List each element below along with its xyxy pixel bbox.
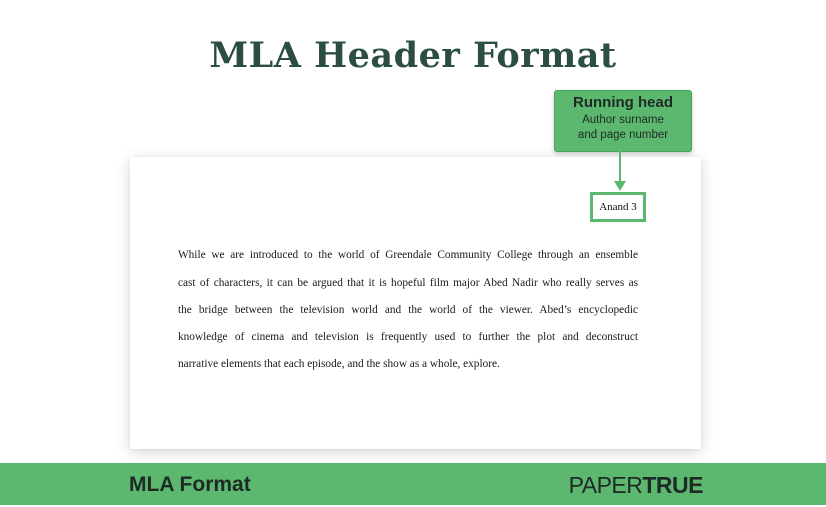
footer-label: MLA Format bbox=[129, 473, 251, 496]
brand-logo bbox=[569, 463, 703, 507]
paragraph-line-3: the bridge between the television world and the world of the viewer. Abed’s encyclopedic bbox=[178, 304, 638, 316]
brand-logo-part-2: TRUE bbox=[642, 472, 703, 498]
paragraph-line-5: narrative elements that each episode, and the show as a whole, explore. bbox=[178, 358, 500, 370]
running-head-box: Anand 3 bbox=[590, 192, 646, 222]
paragraph-line-4: knowledge of cinema and television is frequently used to further the plot and deconstruct bbox=[178, 331, 638, 343]
running-head-callout bbox=[554, 90, 692, 152]
paragraph-line-1: While we are introduced to the world of Greendale Community College through an ensemble bbox=[178, 249, 638, 261]
brand-logo-part-1: PAPER bbox=[568, 472, 643, 498]
callout-title: Running head bbox=[573, 94, 673, 111]
callout-description-line-2: and page number bbox=[577, 129, 669, 141]
callout-description-line-1: Author surname bbox=[582, 114, 664, 126]
arrow-head bbox=[614, 181, 626, 191]
paragraph-line-2: cast of characters, it can be argued that it is hopeful film major Abed Nadir who really serves as bbox=[178, 277, 638, 289]
callout-arrow-icon bbox=[610, 150, 630, 192]
diagram-title: MLA Header Format bbox=[209, 35, 617, 76]
footer-bar bbox=[0, 463, 826, 505]
